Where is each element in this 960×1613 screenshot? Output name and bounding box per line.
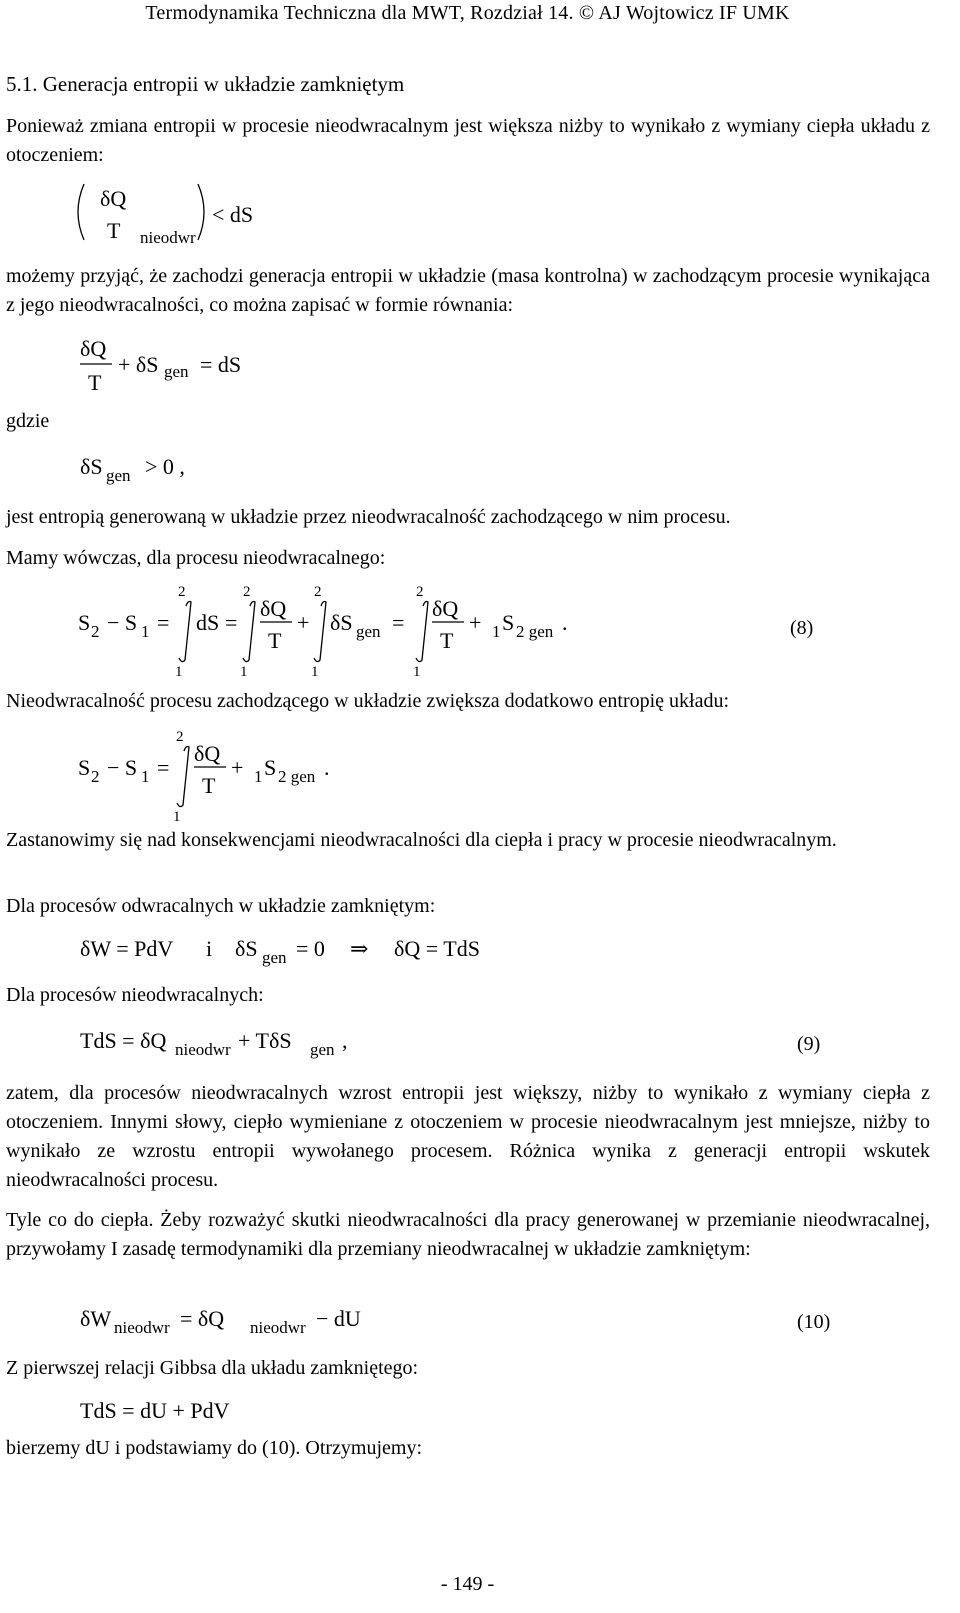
integral-sign [243,602,255,662]
eq-fraction-numerator: δQ [194,741,221,766]
eq-plus: + [231,755,244,780]
eq-sub-1: 1 [141,622,150,641]
integral-lower: 1 [413,664,421,680]
eq-sub-gen: gen [262,948,287,967]
integral-upper: 2 [178,584,186,600]
eq-sub-2: 2 [91,767,100,786]
eq-dS: dS [196,610,220,635]
paragraph-1: Ponieważ zmiana entropii w procesie nieodwracalnym jest większa niżby to wynikało z wymiany ciepła układu z otoczeniem: [6,115,930,166]
paragraph-12: bierzemy dU i podstawiamy do (10). Otrzymujemy: [6,1437,423,1459]
page-number: - 149 - [440,1573,495,1595]
eq-equals: = [225,610,238,635]
integral-lower: 1 [173,809,181,825]
integral-upper: 2 [314,584,322,600]
paragraph-2: możemy przyjąć, że zachodzi generacja entropii w układzie (masa kontrolna) w zachodzącym procesie wynikająca z jego nieodwracalności, co można zapisać w formie równania: [6,265,930,316]
eq-part-a: TdS = δQ [80,1028,167,1053]
equation-8 [78,580,598,680]
eq-plus-dS: + δS [118,352,159,377]
eq-S: S [78,755,91,780]
eq-subscript: gen [106,466,131,485]
equation-reversible [80,930,520,970]
eq-S: S [264,755,277,780]
paragraph-9: zatem, dla procesów nieodwracalnych wzrost entropii jest większy, niżby to wynikało z wymiany ciepła z otoczeniem. Innymi słowy, ciepło wymieniane z otoczeniem w procesie nieodwracalnym jest mniejsze, niżby to wynikało ze wzrostu entropii wywołanego procesem. Różnica wynika z generacji entropii wskutek nieodwracalności procesu. [6,1082,930,1191]
eq-fraction-numerator: δQ [432,596,459,621]
eq-equals: = [157,610,170,635]
eq-minus-S: − S [107,755,138,780]
equation-irreversible-entropy [78,725,378,825]
equation-sgen-positive [80,448,280,488]
eq-pre-sub: 1 [254,767,263,786]
eq-part-c: = 0 [296,936,325,961]
eq-S: S [78,610,91,635]
eq-subscript: nieodwr [140,228,196,247]
equation-number-10: (10) [797,1311,831,1333]
eq-post-sub: 2 gen [278,767,316,786]
eq-subscript: gen [164,362,189,381]
page-header: Termodynamika Techniczna dla MWT, Rozdział 14. © AJ Wojtowicz IF UMK [145,2,790,24]
eq-fraction-numerator: δQ [260,596,287,621]
eq-part-a: δW = PdV [80,936,174,961]
equation-number-8: (8) [790,617,814,639]
eq-dSgen: δS [330,610,353,635]
eq-sub-gen: gen [310,1040,335,1059]
eq-equals: = [157,755,170,780]
paragraph-3: jest entropią generowaną w układzie przez nieodwracalność zachodzącego w nim procesu. [6,506,731,528]
paragraph-6: Zastanowimy się nad konsekwencjami nieodwracalności dla ciepła i pracy w procesie nieodwracalnym. [6,829,837,851]
eq-dot: . [562,610,568,635]
eq-conjunction: i [206,936,213,961]
eq-sub-1: 1 [141,767,150,786]
integral-upper: 2 [243,584,251,600]
eq-plus: + [297,610,310,635]
eq-fraction-denominator: T [202,773,216,798]
eq-part-b: = δQ [180,1306,225,1331]
eq-lhs: δS [80,454,103,479]
paragraph-10: Tyle co do ciepła. Żeby rozważyć skutki nieodwracalności dla pracy generowanej w przemianie nieodwracalnej, przywołamy I zasadę termodynamiki dla przemiany nieodwracalnej w układzie zamkniętym: [6,1209,930,1260]
integral-upper: 2 [176,729,184,745]
paragraph-11: Z pierwszej relacji Gibbsa dla układu zamkniętego: [6,1357,419,1379]
eq-part-c: − dU [316,1306,361,1331]
label-gdzie: gdzie [6,410,50,432]
eq-rhs: > 0 , [145,454,185,479]
eq-S: S [502,610,515,635]
eq-sub-nieodwr: nieodwr [175,1040,231,1059]
eq-dot: . [324,755,330,780]
implies-icon: ⇒ [350,936,369,961]
eq-sub-gen: gen [356,622,381,641]
eq-part-b: + TδS [238,1028,292,1053]
integral-upper: 2 [416,584,424,600]
integral-sign [416,602,428,662]
paragraph-7: Dla procesów odwracalnych w układzie zamkniętym: [6,895,436,917]
equation-gibbs [80,1392,300,1428]
eq-fraction-denominator: T [268,628,282,653]
eq-part-b: δS [235,936,258,961]
eq-fraction-denominator: T [88,370,102,395]
eq-minus-S: − S [107,610,138,635]
left-paren [78,184,84,240]
eq-fraction-numerator: δQ [100,186,127,211]
eq-rhs: = dS [200,352,242,377]
section-title: 5.1. Generacja entropii w układzie zamkniętym [6,72,405,96]
eq-pre-sub: 1 [492,622,501,641]
right-paren [198,184,204,240]
equation-inequality [70,180,300,250]
integral-sign [177,747,189,807]
paragraph-5: Nieodwracalność procesu zachodzącego w układzie zwiększa dodatkowo entropię układu: [6,690,730,712]
paragraph-8: Dla procesów nieodwracalnych: [6,984,264,1006]
integral-lower: 1 [311,664,319,680]
eq-part-a: δW [80,1306,112,1331]
eq-part-d: δQ = TdS [394,936,480,961]
eq-post-sub: 2 gen [516,622,554,641]
integral-sign [314,602,326,662]
eq-sub-nieodwr: nieodwr [114,1318,170,1337]
eq-equals: = [392,610,405,635]
equation-entropy-balance [80,330,280,400]
integral-sign [179,602,191,662]
eq-fraction-numerator: δQ [80,336,107,361]
eq-sub-2: 2 [91,622,100,641]
eq-rhs: < dS [212,202,254,227]
paragraph-4: Mamy wówczas, dla procesu nieodwracalnego: [6,547,386,569]
equation-number-9: (9) [797,1033,821,1055]
eq-plus: + [469,610,482,635]
equation-10 [80,1300,440,1340]
eq-fraction-denominator: T [440,628,454,653]
equation-9 [80,1022,410,1062]
integral-lower: 1 [175,664,183,680]
eq-sub-nieodwr: nieodwr [250,1318,306,1337]
eq-gibbs-text: TdS = dU + PdV [80,1398,230,1423]
integral-lower: 1 [240,664,248,680]
eq-fraction-denominator: T [107,218,121,243]
eq-comma: , [342,1028,348,1053]
